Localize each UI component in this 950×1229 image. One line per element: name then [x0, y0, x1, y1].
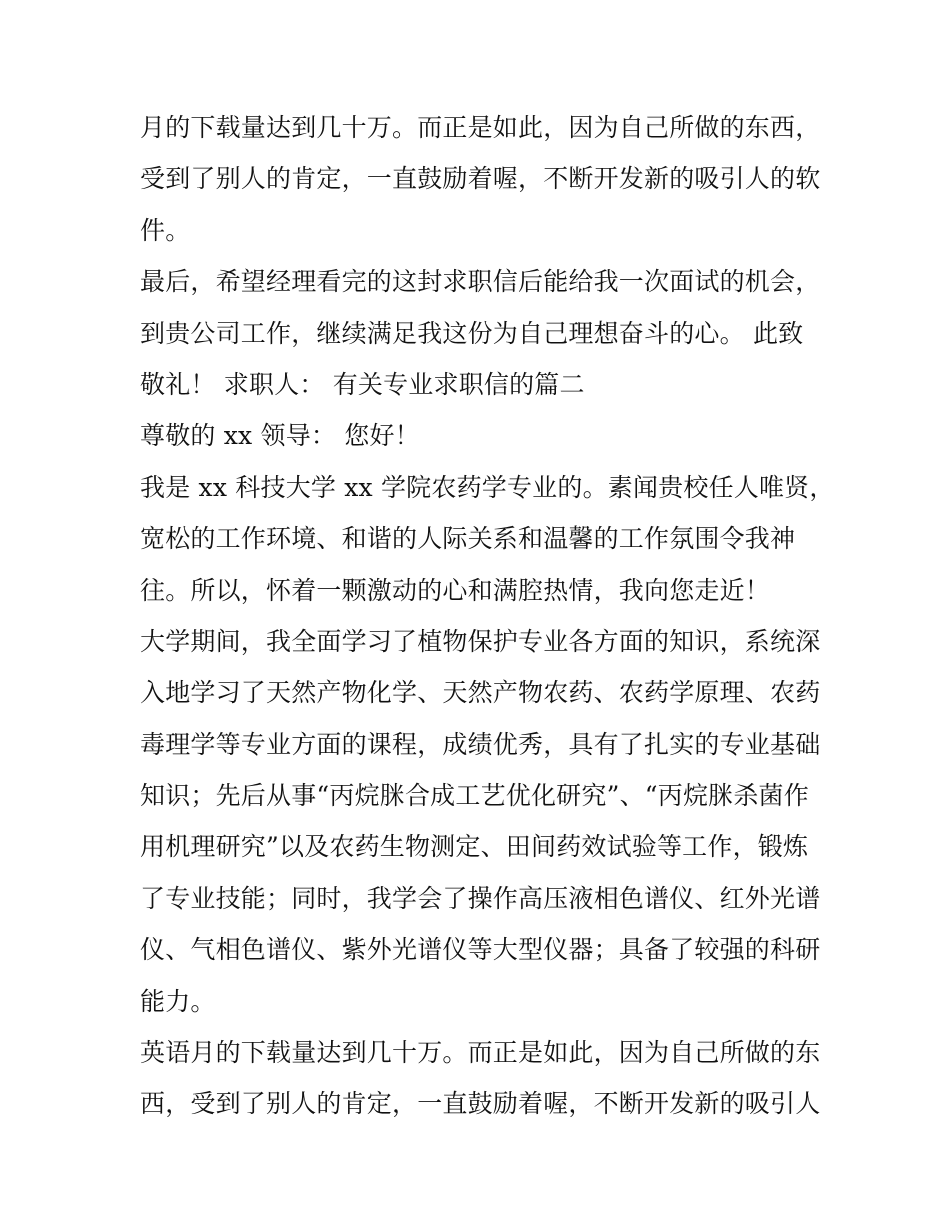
text-line: 仪、气相色谱仪、紫外光谱仪等大型仪器；具备了较强的科研: [140, 935, 821, 965]
text-line: 最后，希望经理看完的这封求职信后能给我一次面试的机会，: [140, 267, 821, 297]
text-line: 受到了别人的肯定，一直鼓励着喔，不断开发新的吸引人的软: [140, 164, 821, 194]
text-line: 毒理学等专业方面的课程，成绩优秀，具有了扎实的专业基础: [140, 729, 821, 759]
text-line: 用机理研究”以及农药生物测定、田间药效试验等工作，锻炼: [140, 832, 809, 862]
text-line: 入地学习了天然产物化学、天然产物农药、农药学原理、农药: [140, 678, 821, 708]
text-line: 敬礼！ 求职人： 有关专业求职信的篇二: [140, 369, 585, 399]
text-line: 往。所以，怀着一颗激动的心和满腔热情，我向您走近！: [140, 575, 771, 605]
text-line: 知识；先后从事“丙烷脒合成工艺优化研究”、“丙烷脒杀菌作: [140, 781, 809, 811]
text-line: 件。: [140, 215, 191, 245]
text-line: 大学期间，我全面学习了植物保护专业各方面的知识，系统深: [140, 626, 821, 656]
text-line: 英语月的下载量达到几十万。而正是如此，因为自己所做的东: [140, 1038, 821, 1068]
text-line: 宽松的工作环境、和谐的人际关系和温馨的工作氛围令我神: [140, 524, 796, 554]
text-line: 尊敬的 xx 领导： 您好！: [140, 421, 420, 451]
text-line: 到贵公司工作，继续满足我这份为自己理想奋斗的心。 此致: [140, 318, 804, 348]
text-line: 我是 xx 科技大学 xx 学院农药学专业的。素闻贵校任人唯贤，: [140, 472, 835, 502]
text-line: 了专业技能；同时，我学会了操作高压液相色谱仪、红外光谱: [140, 883, 821, 913]
text-line: 月的下载量达到几十万。而正是如此，因为自己所做的东西，: [140, 113, 821, 142]
document-page: [140, 102, 835, 1130]
text-line: 能力。: [140, 986, 216, 1016]
text-line: 西，受到了别人的肯定，一直鼓励着喔，不断开发新的吸引人: [140, 1089, 821, 1119]
